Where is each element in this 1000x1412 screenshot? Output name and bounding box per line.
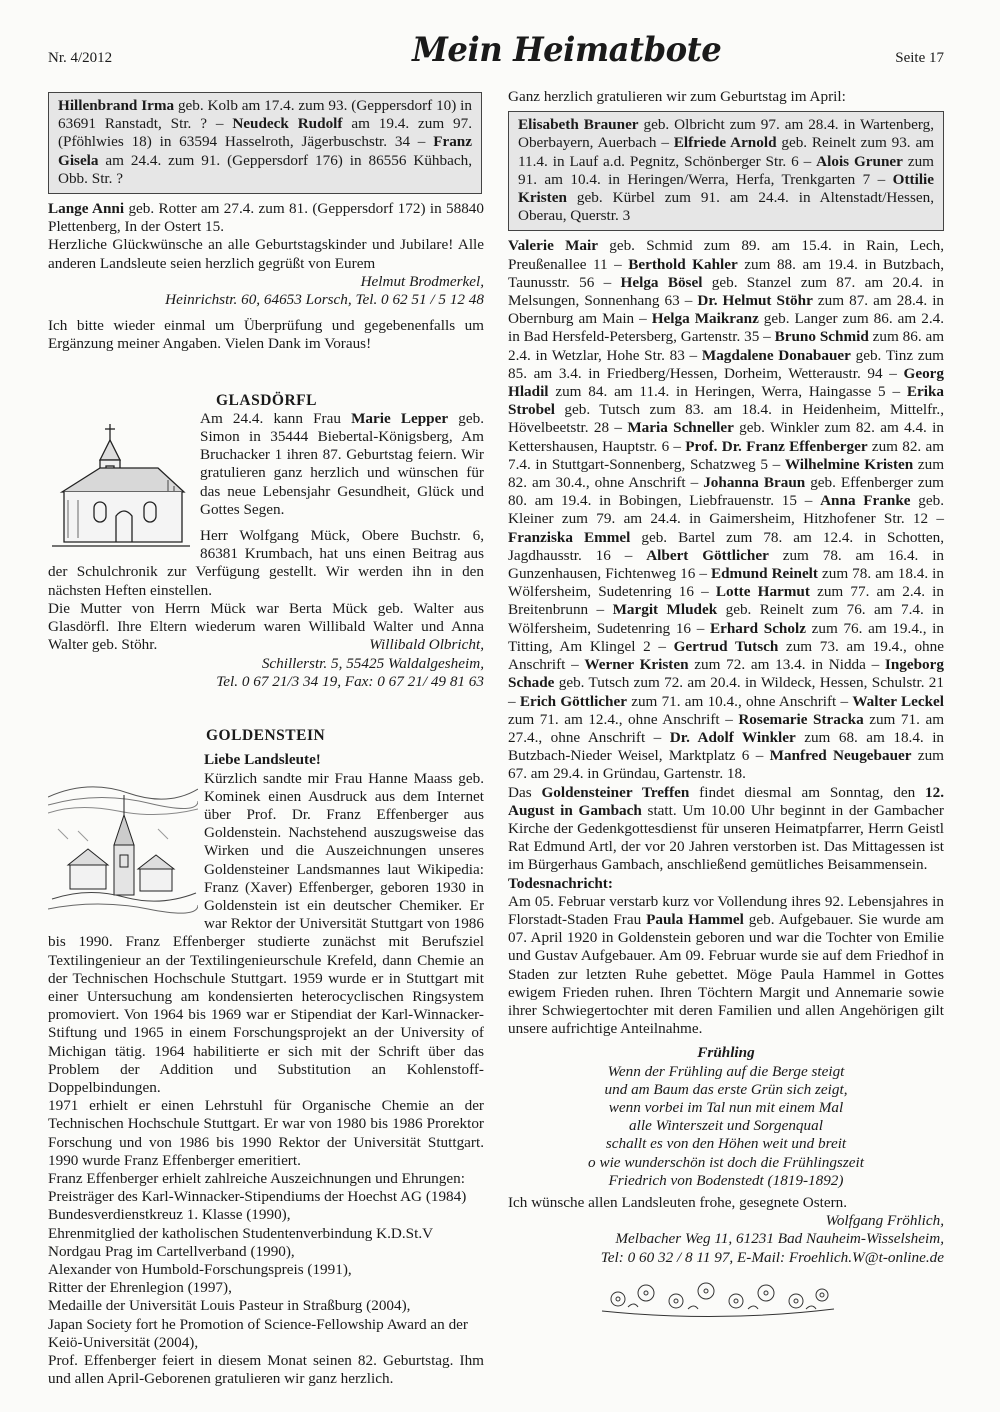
poem-line: schallt es von den Höhen weit und breit	[605, 1135, 847, 1153]
poem-line: wenn vorbei im Tal nun mit einem Mal	[608, 1098, 844, 1116]
poem-body	[508, 1063, 944, 1190]
bold-name: Elfriede Arnold	[673, 134, 777, 152]
chapel-illustration	[48, 420, 194, 552]
poem-title: Frühling	[697, 1044, 755, 1062]
masthead-title: Mein Heimatbote	[412, 30, 722, 70]
bold-name: Ottilie Kristen	[518, 170, 934, 207]
bold-name: Gertrud Tutsch	[673, 637, 779, 655]
award-item: Ritter der Ehrenlegion (1997),	[48, 1279, 232, 1297]
award-item: Preisträger des Karl-Winnacker-Stipendiums der Hoechst AG (1984)	[48, 1188, 467, 1206]
glasdoerfl-sig-address: Schillerstr. 5, 55425 Waldalgesheim,	[261, 654, 484, 672]
glasdoerfl-p3: Die Mutter von Herrn Mück war Berta Mück geb. Walter aus Glasdörfl. Ihre Eltern wiederum waren Willibald Walter und Anna Walter geb. Stöhr.	[48, 599, 484, 654]
award-item: Bundesverdienstkreuz 1. Klasse (1990),	[48, 1206, 291, 1224]
goldenstein-section	[48, 727, 484, 1388]
bold-name: Marie Lepper	[351, 409, 449, 427]
bold-name: Lotte Harmut	[715, 583, 810, 601]
glasdoerfl-section	[48, 392, 484, 691]
bold-name: Maria Schneller	[627, 419, 734, 437]
bold-name: Margit Mludek	[612, 601, 718, 619]
bold-name: Helga Bösel	[620, 273, 703, 291]
easter-greeting: Ich wünsche allen Landsleuten frohe, gesegnete Ostern.	[508, 1193, 848, 1211]
lange-anni-entry: Lange Anni geb. Rotter am 27.4. zum 81. (Geppersdorf 172) in 58840 Plettenberg, In der Ostert 15.	[48, 200, 484, 236]
goldenstein-title: GOLDENSTEIN	[206, 727, 326, 745]
bold-name: Anna Franke	[820, 492, 911, 510]
death-notice: Am 05. Februar verstarb kurz vor Vollendung ihres 92. Lebensjahres in Florstadt-Staden Frau Paula Hammel geb. Aufgebauer. Sie wurde am 07. April 1920 in Goldenstein geboren und war die Tochter von Emilie und Gustav Aufgebauer. Am 09. Februar wurde sie auf dem Friedhof in Staden zur letzten Ruhe gebettet. Möge Paula Hammel in Gottes ewigem Frieden ruhen. Ihren Töchtern Margit und Annemarie sowie ihrer Schwiegertochter mit deren Familien und allen Angehörigen gilt unsere aufrichtige Anteilnahme.	[508, 892, 944, 1038]
request-text: Ich bitte wieder einmal um Überprüfung und gegebenenfalls um Ergänzung meiner Angaben. Vielen Dank im Voraus!	[48, 317, 484, 353]
bold-name: Berthold Kahler	[628, 255, 738, 273]
awards-list	[48, 1188, 484, 1352]
glasdoerfl-sig-name: Willibald Olbricht,	[369, 636, 484, 654]
bold-name: Dr. Helmut Stöhr	[697, 292, 813, 310]
birthday-box-right: Elisabeth Brauner geb. Olbricht zum 97. am 28.4. in Wartenberg, Oberbayern, Auerbach – Elfriede Arnold geb. Reinelt zum 93. am 11.4. in Lauf a.d. Pegnitz, Schönberger Str. 6 – Alois Gruner zum 91. am 10.4. in Heringen/Werra, Herfa, Trenkgarten 7 – Ottilie Kristen geb. Kürbel zum 91. am 24.4. in Altenstadt/Hessen, Oberau, Querstr. 3	[508, 111, 944, 231]
glasdoerfl-p1: Am 24.4. kann Frau Marie Lepper geb. Simon in 35444 Biebertal-Königsberg, Am Bruchacker 1 ihren 87. Geburtstag feiern. Wir gratulieren ganz herzlich und wünschen für das neue Lebensjahr Gesundheit, Glück und Gottes Segen.	[200, 409, 484, 518]
goldenstein-closing: Prof. Effenberger feiert in diesem Monat seinen 82. Geburtstag. Ihm und allen April-Geborenen gratulieren wir ganz herzlich.	[48, 1352, 484, 1388]
bold-name: Hillenbrand Irma	[58, 97, 175, 114]
april-birthdays: Valerie Mair geb. Schmid zum 89. am 15.4. in Rain, Lech, Preußenallee 11 – Berthold Kahler zum 88. am 19.4. in Butzbach, Taunusstr. 56 – Helga Bösel geb. Stanzel zum 87. am 20.4. in Melsungen, Sonnenhang 63 – Dr. Helmut Stöhr zum 87. am 28.4. in Obernburg am Main – Helga Maikranz geb. Langer zum 86. am 2.4. in Bad Hersfeld-Petersberg, Gartenstr. 35 – Bruno Schmid zum 86. am 2.4. in Wetzlar, Hohe Str. 83 – Magdalene Donabauer geb. Tinz zum 85. am 3.4. in Friedberg/Hessen, Dorheim, Wetteraustr. 94 – Georg Hladil zum 84. am 11.4. in Heringen, Werra, Haingasse 5 – Erika Strobel geb. Tutsch zum 83. am 18.4. in Heidenheim, Mittelfr., Hövelbeetstr. 28 – Maria Schneller geb. Winkler zum 82. am 4.4. in Kettershausen, Hauptstr. 6 – Prof. Dr. Franz Effenberger zum 82. am 7.4. in Stuttgart-Sonnenberg, Schatzweg 5 – Wilhelmine Kristen zum 82. am 30.4., ohne Anschrift – Johanna Braun geb. Effenberger zum 80. am 19.4. in Bobingen, Liebfrauenstr. 15 – Anna Franke geb. Kleiner zum 79. am 24.4. in Gaimersheim, Hitzhofener Str. 12 – Franziska Emmel geb. Bartel zum 78. am 12.4. in Schotten, Jagdhausstr. 16 – Albert Göttlicher zum 78. am 16.4. in Gunzenhausen, Fichtenweg 16 – Edmund Reinelt zum 78. am 18.4. in Wölfersheim, Sudetenring 16 – Lotte Harmut zum 77. am 2.4. in Breitenbrunn – Margit Mludek geb. Reinelt zum 76. am 7.4. in Wölfersheim, Sudetenring 16 – Erhard Scholz zum 76. am 19.4., in Titting, Am Klingel 2 – Gertrud Tutsch zum 73. am 19.4., ohne Anschrift – Werner Kristen zum 72. am 13.4. in Nidda – Ingeborg Schade geb. Tutsch zum 72. am 20.4. in Wildeck, Hessen, Schulstr. 21 – Erich Göttlicher zum 71. am 10.4., ohne Anschrift – Walter Leckel zum 71. am 12.4., ohne Anschrift – Rosemarie Stracka zum 71. am 27.4., ohne Anschrift – Dr. Adolf Winkler zum 68. am 18.4. in Butzbach-Nieder Weisel, Marktplatz 6 – Manfred Neugebauer zum 67. am 29.4. in Gründau, Gartenstr. 18.	[508, 237, 945, 783]
bold-name: Erika Strobel	[508, 383, 944, 419]
awards-intro: Franz Effenberger erhielt zahlreiche Auszeichnungen und Ehrungen:	[48, 1169, 465, 1187]
bold-name: Edmund Reinelt	[710, 565, 818, 583]
bold-name: Werner Kristen	[584, 656, 689, 674]
bold-name: Magdalene Donabauer	[701, 346, 851, 364]
signature-name: Helmut Brodmerkel,	[360, 272, 484, 290]
right-column	[508, 88, 944, 1328]
bold-name: Johanna Braun	[703, 474, 806, 492]
poem-line: Wenn der Frühling auf die Berge steigt	[607, 1062, 845, 1080]
bold-name: Paula Hammel	[646, 910, 744, 928]
bold-name: Franz Gisela	[58, 133, 472, 169]
bold-name: Albert Göttlicher	[646, 546, 769, 564]
bold-name: Goldensteiner Treffen	[541, 783, 690, 801]
bold-name: Alois Gruner	[816, 152, 903, 170]
bold-name: Wilhelmine Kristen	[784, 455, 914, 473]
final-sig-name: Wolfgang Fröhlich,	[825, 1212, 944, 1230]
bold-name: Valerie Mair	[508, 237, 598, 255]
final-sig-address: Melbacher Weg 11, 61231 Bad Nauheim-Wisselsheim,	[615, 1230, 944, 1248]
glasdoerfl-p2: Herr Wolfgang Mück, Obere Buchstr. 6, 86381 Krumbach, hat uns einen Beitrag aus der Schulchronik zur Verfügung gestellt. Wir werden ihn in den nächsten Heften einstellen.	[48, 527, 484, 599]
bold-name: Georg Hladil	[508, 364, 944, 401]
bold-name: Neudeck Rudolf	[232, 115, 343, 133]
bold-name: Elisabeth Brauner	[518, 116, 639, 134]
death-notice-title: Todesnachricht:	[508, 874, 613, 892]
award-item: Medaille der Universität Louis Pasteur in Straßburg (2004),	[48, 1297, 411, 1315]
bold-name: Prof. Dr. Franz Effenberger	[685, 437, 868, 455]
bold-name: Erich Göttlicher	[519, 692, 627, 710]
goldenstein-town-illustration	[48, 769, 198, 919]
poem-line: Friedrich von Bodenstedt (1819-1892)	[608, 1171, 844, 1189]
birthday-box-left: Hillenbrand Irma geb. Kolb am 17.4. zum 93. (Geppersdorf 10) in 63691 Ranstadt, Str. ? – Neudeck Rudolf am 19.4. zum 97. (Pföhlwies 18) in 63594 Hasselroth, Jägerbuschstr. 34 – Franz Gisela am 24.4. zum 91. (Geppersdorf 176) in 86556 Kühbach, Obb. Str. ?	[48, 92, 482, 194]
glasdoerfl-title: GLASDÖRFL	[216, 391, 317, 409]
bold-name: Walter Leckel	[852, 692, 944, 710]
final-sig-contact: Tel: 0 60 32 / 8 11 97, E-Mail: Froehlich.W@t-online.de	[600, 1248, 944, 1266]
left-column	[48, 92, 484, 1388]
greeting-text: Herzliche Glückwünsche an alle Geburtstagskinder und Jubilare! Alle anderen Landsleute seien herzlich gegrüßt von Eurem	[48, 236, 484, 272]
bold-name: Helga Maikranz	[651, 310, 759, 328]
bold-name: 12. August in Gambach	[508, 783, 944, 819]
goldenstein-p2: 1971 erhielt er einen Lehrstuhl für Organische Chemie an der Technischen Hochschule Stuttgart. Er war von 1980 bis 1986 Prorektor Forschung und von 1986 bis 1990 Rektor der Universität Stuttgart. 1990 wurde Franz Effenberger emeritiert.	[48, 1097, 484, 1169]
award-item: Japan Society fort he Promotion of Science-Fellowship Award an der Keiö-Universität (2004),	[48, 1315, 468, 1351]
bold-name: Erhard Scholz	[709, 619, 806, 637]
goldenstein-salutation: Liebe Landsleute!	[204, 751, 321, 769]
bold-name: Ingeborg Schade	[508, 656, 944, 692]
poem-line: und am Baum das erste Grün sich zeigt,	[604, 1080, 848, 1098]
poem-line: alle Winterszeit und Sorgenqual	[629, 1117, 823, 1135]
award-item: Ehrenmitglied der katholischen Studentenverbindung K.D.St.V Nordgau Prag im Cartellverband (1990),	[48, 1224, 433, 1260]
issue-number: Nr. 4/2012	[48, 50, 113, 66]
bold-name: Rosemarie Stracka	[738, 710, 864, 728]
award-item: Alexander von Humbold-Forschungspreis (1991),	[48, 1260, 352, 1278]
signature-address: Heinrichstr. 60, 64653 Lorsch, Tel. 0 62 51 / 5 12 48	[165, 291, 484, 309]
goldenstein-p1: Kürzlich sandte mir Frau Hanne Maass geb. Kominek einen Ausdruck aus dem Internet über Prof. Dr. Franz Effenberger aus Goldenstein. Nachstehend auszugsweise das Wirken und die Auszeichnungen unseres Goldensteiner Landsmannes laut Wikipedia: Franz (Xaver) Effenberger, geboren 1930 in Goldenstein ist ein deutscher Chemiker. Er war Rektor der Universität Stuttgart von 1986 bis 1990. Franz Effenberger studierte zunächst mit Berufsziel Textilingenieur an der Textilingenieurschule Krefeld, dann Chemie an der Technischen Hochschule Stuttgart. 1959 wurde er in Stuttgart mit einer Untersuchung am kondensierten heterocyclischen Ringsystem promoviert. Von 1964 bis 1969 war er Stipendiat der Karl-Winnacker-Stiftung und 1965 in einem Forschungsprojekt an der University of Michigan tätig. 1964 habilitierte er sich mit der Schrift über das Problem der Addition und Substitution an Kohlenstoff-Doppelbindungen.	[48, 769, 484, 1096]
glasdoerfl-sig-phone: Tel. 0 67 21/3 34 19, Fax: 0 67 21/ 49 81 63	[216, 672, 484, 690]
bold-name: Lange Anni	[48, 200, 125, 218]
bold-name: Dr. Adolf Winkler	[669, 728, 796, 746]
bold-name: Franziska Emmel	[508, 528, 631, 546]
flower-border-ornament	[598, 1279, 838, 1323]
poem-line: o wie wunderschön ist doch die Frühlingszeit	[588, 1153, 864, 1171]
april-intro: Ganz herzlich gratulieren wir zum Geburtstag im April:	[508, 88, 846, 105]
treffen-announcement: Das Goldensteiner Treffen findet diesmal am Sonntag, den 12. August in Gambach statt. Um 10.00 Uhr beginnt in der Gambacher Kirche der Gedenkgottesdienst für unseren Heimatpfarrer, Herrn Geistl Rat Edmund Artl, der vor 20 Jahren verstorben ist. Das Mittagessen ist im Bürgerhaus Gambach, anschließend gemütliches Beisammensein.	[508, 783, 944, 874]
bold-name: Bruno Schmid	[774, 328, 869, 346]
bold-name: Manfred Neugebauer	[769, 747, 912, 765]
page-number: Seite 17	[895, 50, 944, 66]
